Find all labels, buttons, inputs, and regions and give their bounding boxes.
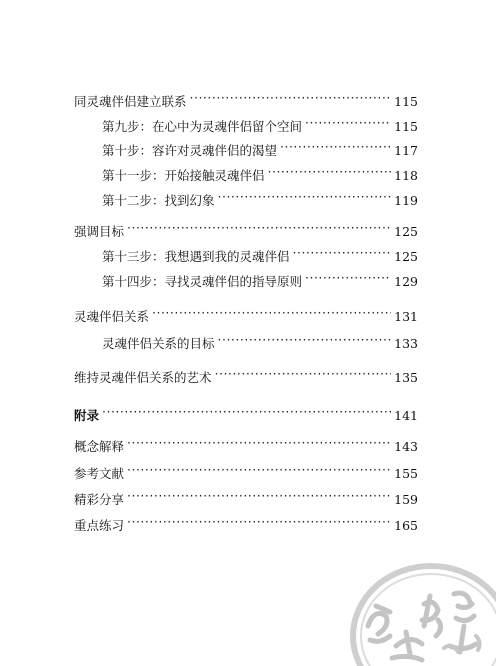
toc-entry-page: 133 bbox=[394, 336, 418, 351]
dot-leader bbox=[305, 115, 391, 131]
toc-entry-title: 维持灵魂伴侣关系的艺术 bbox=[74, 370, 212, 385]
dot-leader bbox=[127, 435, 391, 451]
toc-entry-page: 125 bbox=[394, 224, 418, 239]
toc-entry bbox=[74, 220, 418, 240]
toc-entry-title: 概念解释 bbox=[74, 439, 125, 454]
toc-entry bbox=[74, 90, 418, 110]
toc-entry-title: 强调目标 bbox=[74, 224, 125, 239]
toc-entry-page: 159 bbox=[394, 492, 418, 507]
toc-entry-page: 131 bbox=[394, 309, 418, 324]
toc-entry bbox=[102, 245, 418, 265]
toc-entry-title: 第十四步：寻找灵魂伴侣的指导原则 bbox=[102, 274, 303, 289]
dot-leader bbox=[127, 488, 391, 504]
toc-entry-title: 第十步：容许对灵魂伴侣的渴望 bbox=[102, 143, 278, 158]
dot-leader bbox=[268, 164, 392, 180]
toc-entry bbox=[74, 366, 418, 386]
toc-entry bbox=[74, 305, 418, 325]
dot-leader bbox=[190, 90, 392, 106]
dot-leader bbox=[215, 366, 392, 382]
dot-leader bbox=[305, 270, 391, 286]
toc-entry-page: 143 bbox=[394, 439, 418, 454]
toc-entry-page: 118 bbox=[394, 168, 418, 183]
toc-entry-page: 165 bbox=[394, 518, 418, 533]
toc-entry bbox=[102, 270, 418, 290]
toc-entry bbox=[74, 462, 418, 482]
toc-entry-title: 附录 bbox=[74, 408, 100, 423]
toc-entry-title: 灵魂伴侣关系 bbox=[74, 309, 150, 324]
toc-entry-page: 125 bbox=[394, 249, 418, 264]
toc-entry-title: 参考文献 bbox=[74, 466, 125, 481]
seal-stamp-icon bbox=[326, 536, 496, 666]
toc-entry-page: 141 bbox=[394, 408, 418, 423]
toc-entry-page: 129 bbox=[394, 274, 418, 289]
toc-entry-title: 第九步：在心中为灵魂伴侣留个空间 bbox=[102, 119, 303, 134]
toc-entry bbox=[74, 514, 418, 534]
toc-entry bbox=[74, 435, 418, 455]
toc-entry-page: 135 bbox=[394, 370, 418, 385]
toc-entry-title: 精彩分享 bbox=[74, 492, 125, 507]
toc-entry-title: 第十一步：开始接触灵魂伴侣 bbox=[102, 168, 265, 183]
toc-entry-title: 第十三步：我想遇到我的灵魂伴侣 bbox=[102, 249, 290, 264]
toc-entry bbox=[74, 404, 418, 424]
dot-leader bbox=[218, 332, 392, 348]
toc-entry-page: 119 bbox=[394, 193, 418, 208]
dot-leader bbox=[127, 514, 391, 530]
dot-leader bbox=[102, 404, 391, 420]
toc-entry bbox=[102, 189, 418, 209]
toc-entry bbox=[74, 488, 418, 508]
dot-leader bbox=[218, 189, 392, 205]
dot-leader bbox=[152, 305, 391, 321]
watermark-seal bbox=[326, 536, 496, 666]
toc-entry-title: 第十二步：找到幻象 bbox=[102, 193, 215, 208]
toc-entry-title: 灵魂伴侣关系的目标 bbox=[102, 336, 215, 351]
dot-leader bbox=[293, 245, 392, 261]
dot-leader bbox=[127, 462, 391, 478]
toc-entry bbox=[102, 332, 418, 352]
toc-entry-page: 115 bbox=[394, 119, 418, 134]
toc-entry bbox=[102, 139, 418, 159]
toc-entry bbox=[102, 164, 418, 184]
toc-entry-page: 155 bbox=[394, 466, 418, 481]
toc-entry-page: 117 bbox=[394, 143, 418, 158]
toc-entry-title: 同灵魂伴侣建立联系 bbox=[74, 94, 187, 109]
dot-leader bbox=[280, 139, 391, 155]
toc-entry bbox=[102, 115, 418, 135]
toc-entry-title: 重点练习 bbox=[74, 518, 125, 533]
dot-leader bbox=[127, 220, 391, 236]
toc-entry-page: 115 bbox=[394, 94, 418, 109]
